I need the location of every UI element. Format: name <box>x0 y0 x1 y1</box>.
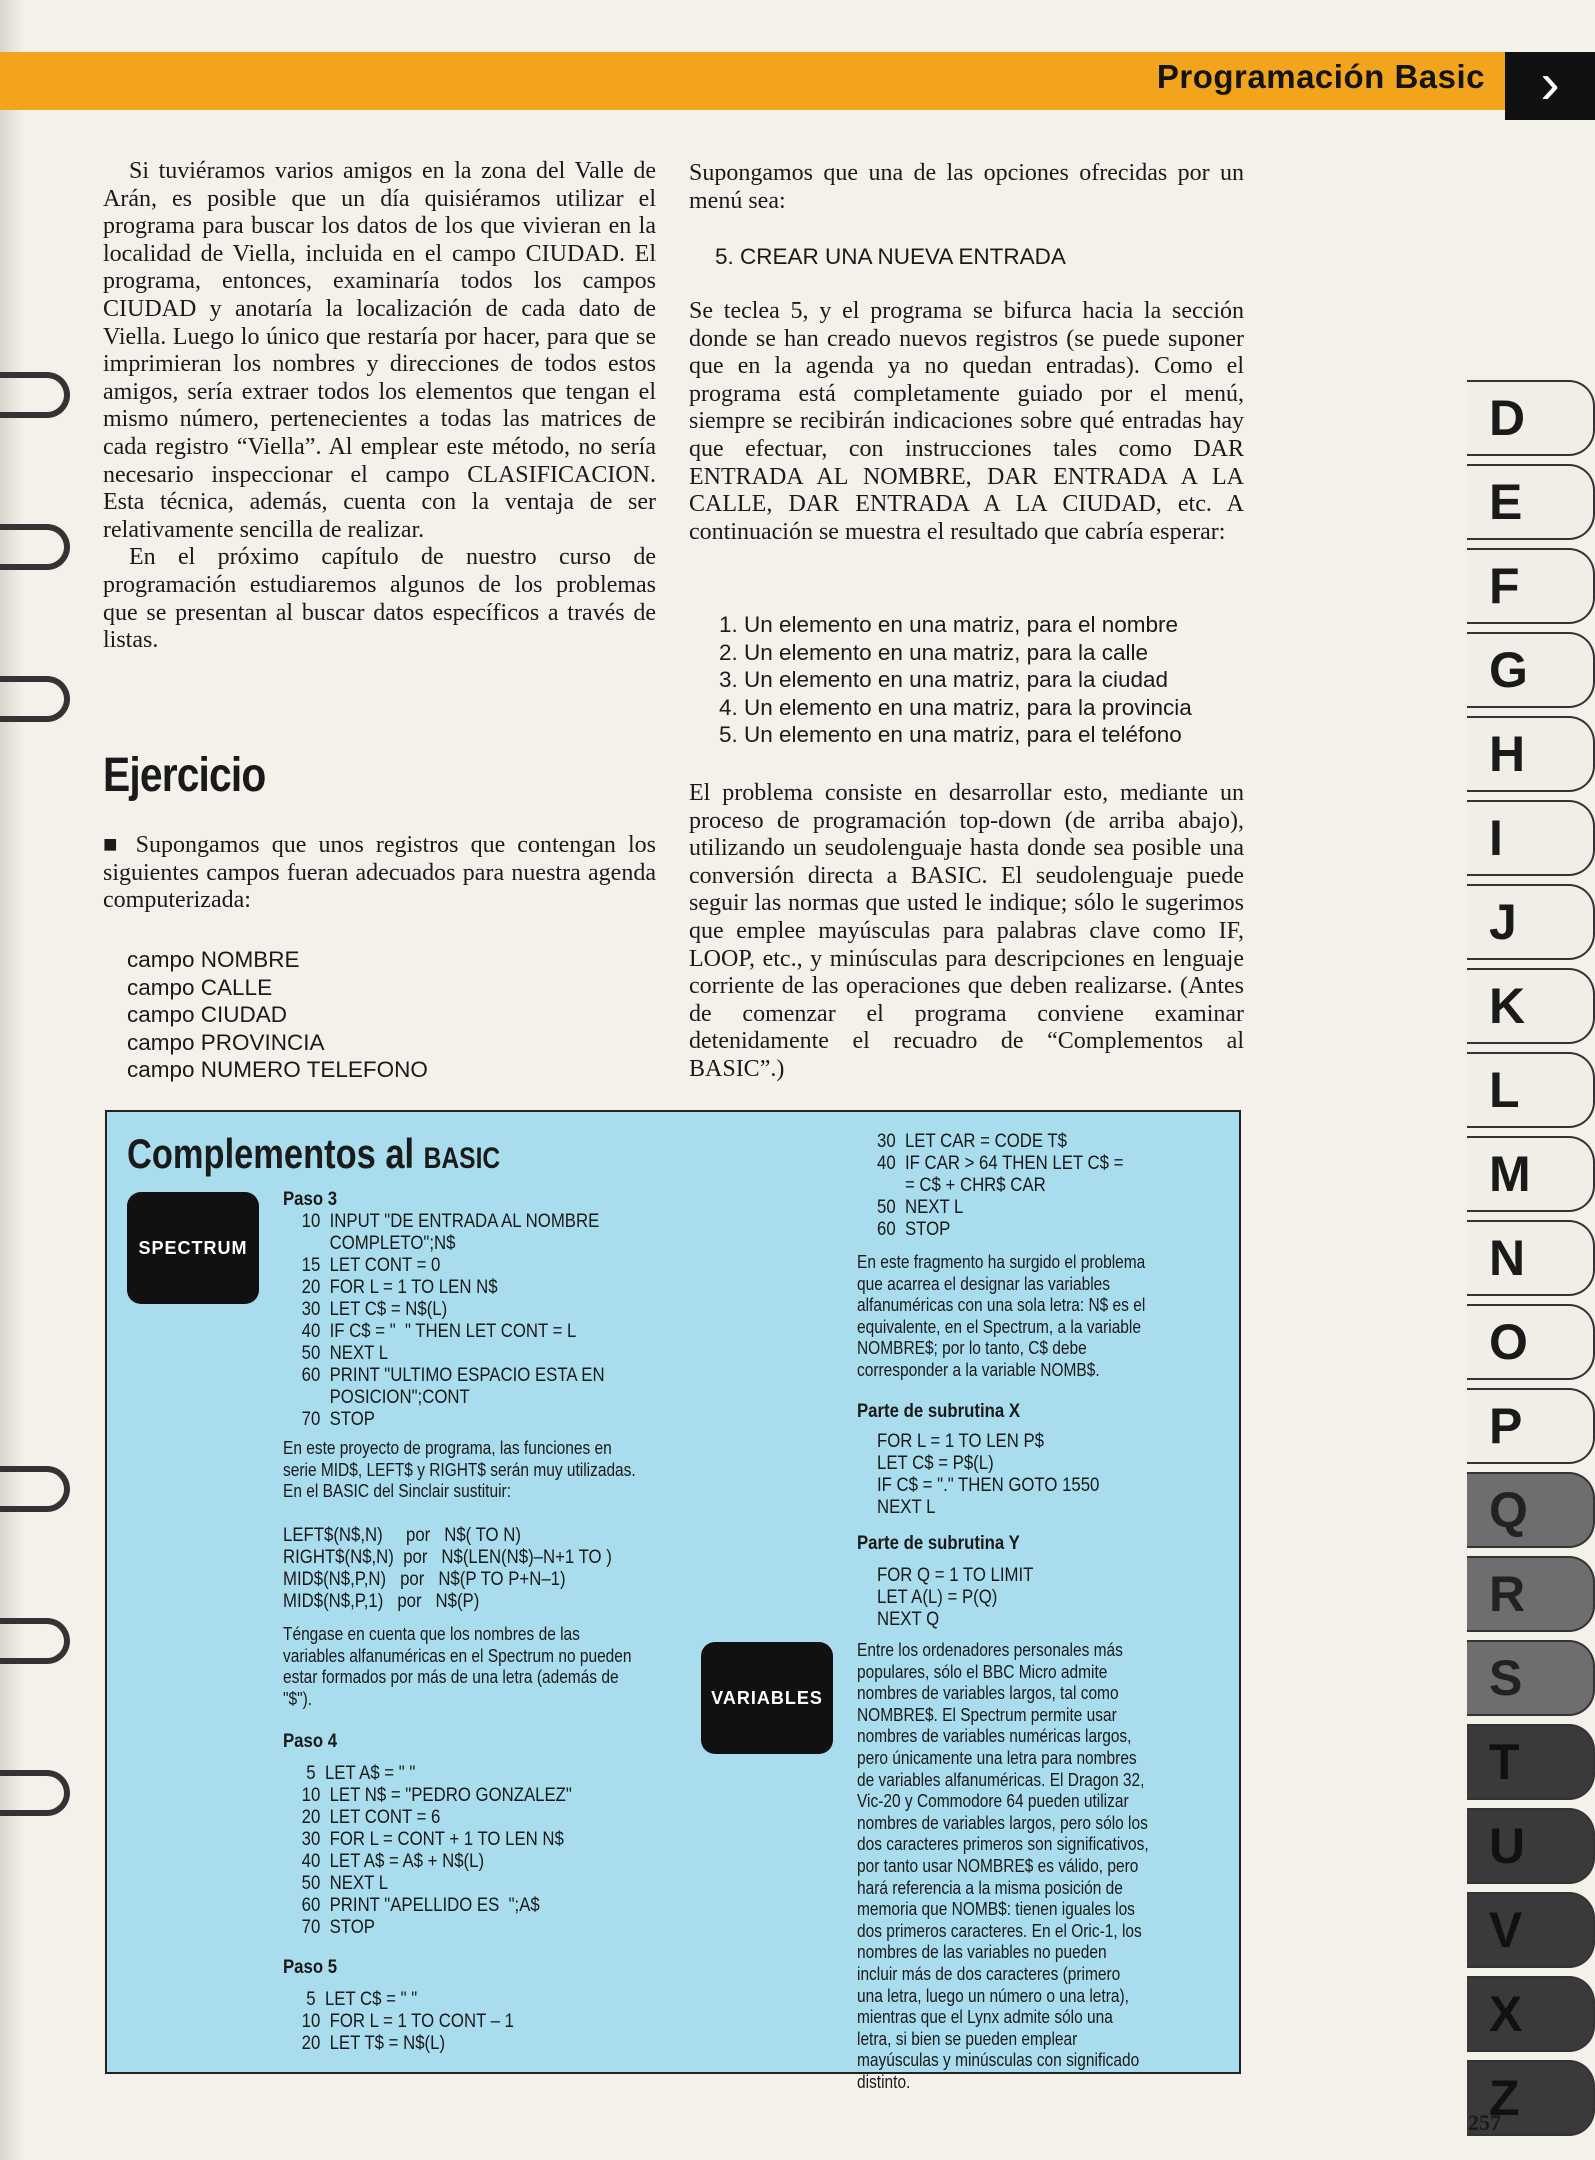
variables-tag: VARIABLES <box>701 1642 833 1754</box>
index-tab[interactable]: S <box>1467 1640 1595 1716</box>
section-title: Programación Basic <box>1156 58 1485 95</box>
subroutine-y-label: Parte de subrutina Y <box>857 1532 1020 1554</box>
index-tab[interactable]: V <box>1467 1892 1595 1968</box>
result-list <box>719 611 1239 749</box>
box-title-small: BASIC <box>423 1142 501 1175</box>
box-title-text: Complementos al <box>127 1130 415 1177</box>
binder-ring <box>0 1770 70 1816</box>
body-paragraph: El problema consiste en desarrollar esto, mediante un proceso de programación top-down (de arriba abajo), utilizando un seudolenguaje hasta donde sea posible una conversión directa a BASIC. El seudolenguaje puede seguir las normas que usted le indique; sólo le sugerimos que emplee mayúsculas para palabras clave como IF, LOOP, etc., y minúsculas para descripciones en lenguaje corriente de las operaciones que deben realizarse. (Antes de comenzar el programa conviene examinar detenidamente el recuadro de “Complementos al BASIC”.) <box>689 780 1244 1082</box>
index-tab[interactable]: E <box>1467 464 1595 540</box>
index-tab[interactable]: H <box>1467 716 1595 792</box>
note-variables: Entre los ordenadores personales más populares, sólo el BBC Micro admite nombres de variables largos, tal como NOMBRE$. El Spectrum permite usar nombres de variables numéricas largos, pero únicamente una letra para nombres de variables alfanuméricas. El Dragon 32, Vic-20 y Commodore 64 pueden utilizar nombres de variables largos, pero sólo los dos caracteres primeros son significativos, por tanto usar NOMBRE$ es válido, pero hará referencia a la misma posición de memoria que NOMB$: tienen iguales los dos primeros caracteres. En el Oric-1, los nombres de las variables no pueden incluir más de dos caracteres (primero una letra, luego un número o una letra), mientras que el Lynx admite sólo una letra, si bien se pueden emplear mayúsculas y minúsculas con significado distinto. <box>857 1640 1149 2092</box>
list-item: campo CALLE <box>127 974 273 1000</box>
menu-option: 5. CREAR UNA NUEVA ENTRADA <box>715 244 1066 269</box>
index-tab[interactable]: J <box>1467 884 1595 960</box>
index-tab[interactable]: D <box>1467 380 1595 456</box>
index-tab[interactable]: K <box>1467 968 1595 1044</box>
binder-ring <box>0 676 70 722</box>
right-column-body <box>689 298 1244 546</box>
subroutine-x-code: FOR L = 1 TO LEN P$ LET C$ = P$(L) IF C$ = "." THEN GOTO 1550 NEXT L <box>877 1430 1100 1518</box>
binder-ring <box>0 1466 70 1512</box>
binder-ring <box>0 1618 70 1664</box>
body-paragraph: Si tuviéramos varios amigos en la zona del Valle de Arán, es posible que un día quisiéramos utilizar el programa para buscar los datos de los que vivieran en la localidad de Viella, incluida en el campo CIUDAD. El programa, entonces, examinaría todos los campos CIUDAD y anotaría la localización de cada dato de Viella. Luego lo único que restaría por hacer, para que se imprimieran los nombres y direcciones de todos estos amigos, sería extraer todos los elementos que tengan el mismo número, pertenecientes a todas las matrices de cada registro “Viella”. Al emplear este método, no sería necesario inspeccionar el campo CLASIFICACION. Esta técnica, además, cuenta con la ventaja de ser relativamente sencilla de realizar. <box>103 158 656 543</box>
binder-ring <box>0 524 70 570</box>
binder-ring <box>0 372 70 418</box>
paso4-code: 5 LET A$ = " " 10 LET N$ = "PEDRO GONZALEZ" 20 LET CONT = 6 30 FOR L = CONT + 1 TO LEN N$ 40 LET A$ = A$ + N$(L) 50 NEXT L 60 PRINT "APELLIDO ES ";A$ 70 STOP <box>301 1762 572 1938</box>
body-paragraph: Se teclea 5, y el programa se bifurca hacia la sección donde se han creado nuevos registros (se puede suponer que en la agenda ya no quedan entradas). Como el programa está completamente guiado por el menú, siempre se recibirán indicaciones sobre qué entradas hay que efectuar, con instrucciones tales como DAR ENTRADA AL NOMBRE, DAR ENTRADA A LA CALLE, DAR ENTRADA A LA CIUDAD, etc. A continuación se muestra el resultado que cabría esperar: <box>689 298 1244 545</box>
note-functions: En este proyecto de programa, las funciones en serie MID$, LEFT$ y RIGHT$ serán muy utilizadas. En el BASIC del Sinclair sustituir: <box>283 1438 636 1502</box>
list-item: 5. Un elemento en una matriz, para el teléfono <box>719 722 1182 747</box>
index-tab[interactable]: L <box>1467 1052 1595 1128</box>
index-tabs <box>1467 380 1595 2144</box>
list-item: campo PROVINCIA <box>127 1029 325 1055</box>
exercise-intro: ■ Supongamos que unos registros que contengan los siguientes campos fueran adecuados para nuestra agenda computerizada: <box>103 832 656 914</box>
index-tab[interactable]: Q <box>1467 1472 1595 1548</box>
list-item: campo NOMBRE <box>127 947 300 972</box>
index-tab[interactable]: O <box>1467 1304 1595 1380</box>
paso5-label: Paso 5 <box>283 1956 338 1978</box>
body-paragraph: En el próximo capítulo de nuestro curso de programación estudiaremos algunos de los problemas que se presentan al buscar datos específicos a través de listas. <box>103 544 656 654</box>
list-item: 3. Un elemento en una matriz, para la ciudad <box>719 667 1169 692</box>
index-tab[interactable]: X <box>1467 1976 1595 2052</box>
list-item: 1. Un elemento en una matriz, para el nombre <box>719 612 1178 637</box>
list-item: 4. Un elemento en una matriz, para la provincia <box>719 694 1192 720</box>
index-tab[interactable]: G <box>1467 632 1595 708</box>
complementos-box <box>105 1110 1241 2092</box>
note-fragment: En este fragmento ha surgido el problema que acarrea el designar las variables alfanuméricas con una sola letra: N$ es el equivalente, en el Spectrum, a la variable NOMBRE$; por lo tanto, C$ debe corresponder a la variable NOMB$. <box>857 1252 1146 1380</box>
paso3-label: Paso 3 <box>283 1188 338 1210</box>
right-column-body-2 <box>689 780 1244 1084</box>
page-number: 257 <box>1468 2110 1501 2135</box>
list-item: campo CIUDAD <box>127 1002 288 1027</box>
paso4-label: Paso 4 <box>283 1730 338 1752</box>
subroutine-x-label: Parte de subrutina X <box>857 1400 1021 1422</box>
index-tab[interactable]: N <box>1467 1220 1595 1296</box>
field-list <box>127 946 647 1084</box>
continued-code: 30 LET CAR = CODE T$ 40 IF CAR > 64 THEN LET C$ = = C$ + CHR$ CAR 50 NEXT L 60 STOP <box>877 1130 1124 1240</box>
index-tab[interactable]: Z <box>1467 2060 1595 2136</box>
list-item: 2. Un elemento en una matriz, para la calle <box>719 639 1148 665</box>
box-title <box>127 1130 500 1178</box>
subroutine-y-code: FOR Q = 1 TO LIMIT LET A(L) = P(Q) NEXT Q <box>877 1564 1034 1630</box>
paso3-code: 10 INPUT "DE ENTRADA AL NOMBRE COMPLETO";N$ 15 LET CONT = 0 20 FOR L = 1 TO LEN N$ 30 LET C$ = N$(L) 40 IF C$ = " " THEN LET CONT = L 50 NEXT L 60 PRINT "ULTIMO ESPACIO ESTA EN POSICION";CONT 70 STOP <box>301 1210 605 1430</box>
index-tab[interactable]: M <box>1467 1136 1595 1212</box>
index-tab[interactable]: F <box>1467 548 1595 624</box>
exercise-heading: Ejercicio <box>103 749 266 802</box>
binder-edge <box>0 0 24 2160</box>
index-tab[interactable]: T <box>1467 1724 1595 1800</box>
index-tab[interactable]: I <box>1467 800 1595 876</box>
index-tab[interactable]: U <box>1467 1808 1595 1884</box>
paso5-code: 5 LET C$ = " " 10 FOR L = 1 TO CONT – 1 20 LET T$ = N$(L) <box>301 1988 514 2054</box>
right-column-intro <box>689 160 1244 215</box>
index-tab[interactable]: R <box>1467 1556 1595 1632</box>
list-item: campo NUMERO TELEFONO <box>127 1057 428 1082</box>
index-tab[interactable]: P <box>1467 1388 1595 1464</box>
replacement-table: LEFT$(N$,N) por N$( TO N) RIGHT$(N$,N) por N$(LEN(N$)–N+1 TO ) MID$(N$,P,N) por N$(P TO P+N–1) MID$(N$,P,1) por N$(P) <box>283 1524 612 1612</box>
chevron-right-icon: › <box>1505 52 1595 120</box>
exercise-section <box>103 832 656 915</box>
spectrum-tag: SPECTRUM <box>127 1192 259 1304</box>
body-paragraph: Supongamos que una de las opciones ofrecidas por un menú sea: <box>689 160 1244 214</box>
left-column <box>103 158 656 655</box>
note-spectrum: Téngase en cuenta que los nombres de las variables alfanuméricas en el Spectrum no pueden estar formados por más de una letra (además de "$"). <box>283 1624 632 1709</box>
